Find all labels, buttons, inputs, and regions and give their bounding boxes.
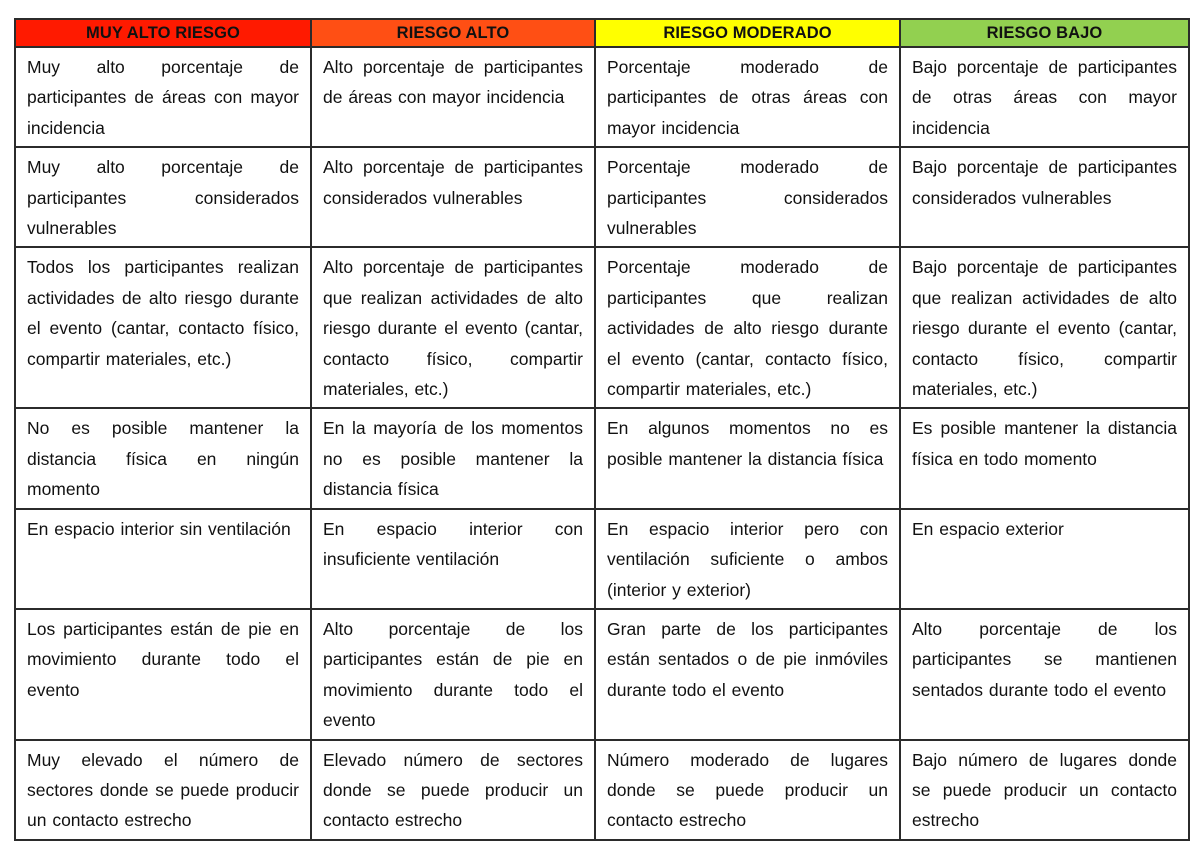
table-cell: Bajo porcentaje de participantes que realizan actividades de alto riesgo durante el evento (cantar, contacto físico, compartir materiales, etc.) — [900, 247, 1189, 408]
table-cell: Porcentaje moderado de participantes que realizan actividades de alto riesgo durante el evento (cantar, contacto físico, compartir materiales, etc.) — [595, 247, 900, 408]
header-row — [15, 19, 1189, 47]
table-cell: En espacio interior con insuficiente ventilación — [311, 509, 595, 609]
table-cell: Número moderado de lugares donde se puede producir un contacto estrecho — [595, 740, 900, 840]
table-cell: No es posible mantener la distancia física en ningún momento — [15, 408, 311, 508]
table-cell: Es posible mantener la distancia física en todo momento — [900, 408, 1189, 508]
table-cell: Muy elevado el número de sectores donde se puede producir un contacto estrecho — [15, 740, 311, 840]
table-cell: Alto porcentaje de participantes considerados vulnerables — [311, 147, 595, 247]
table-row — [15, 408, 1189, 508]
table-cell: En algunos momentos no es posible mantener la distancia física — [595, 408, 900, 508]
table-cell: Alto porcentaje de participantes de áreas con mayor incidencia — [311, 47, 595, 147]
table-cell: En la mayoría de los momentos no es posible mantener la distancia física — [311, 408, 595, 508]
header-high-risk: RIESGO ALTO — [311, 19, 595, 47]
table-cell: Los participantes están de pie en movimiento durante todo el evento — [15, 609, 311, 740]
table-cell: Muy alto porcentaje de participantes de áreas con mayor incidencia — [15, 47, 311, 147]
table-cell: Alto porcentaje de los participantes se mantienen sentados durante todo el evento — [900, 609, 1189, 740]
table-row — [15, 247, 1189, 408]
table-cell: Porcentaje moderado de participantes considerados vulnerables — [595, 147, 900, 247]
table-cell: En espacio exterior — [900, 509, 1189, 609]
table-cell: Alto porcentaje de los participantes están de pie en movimiento durante todo el evento — [311, 609, 595, 740]
table-cell: Alto porcentaje de participantes que realizan actividades de alto riesgo durante el evento (cantar, contacto físico, compartir materiales, etc.) — [311, 247, 595, 408]
table-cell: En espacio interior sin ventilación — [15, 509, 311, 609]
table-row — [15, 609, 1189, 740]
header-very-high-risk: MUY ALTO RIESGO — [15, 19, 311, 47]
table-cell: Porcentaje moderado de participantes de otras áreas con mayor incidencia — [595, 47, 900, 147]
table-cell: En espacio interior pero con ventilación suficiente o ambos (interior y exterior) — [595, 509, 900, 609]
table-cell: Gran parte de los participantes están sentados o de pie inmóviles durante todo el evento — [595, 609, 900, 740]
table-cell: Bajo porcentaje de participantes de otras áreas con mayor incidencia — [900, 47, 1189, 147]
table-cell: Elevado número de sectores donde se puede producir un contacto estrecho — [311, 740, 595, 840]
header-moderate-risk: RIESGO MODERADO — [595, 19, 900, 47]
risk-levels-table — [14, 18, 1190, 841]
table-row — [15, 740, 1189, 840]
table-cell: Bajo porcentaje de participantes considerados vulnerables — [900, 147, 1189, 247]
table-row — [15, 509, 1189, 609]
table-row — [15, 147, 1189, 247]
table-cell: Muy alto porcentaje de participantes considerados vulnerables — [15, 147, 311, 247]
header-low-risk: RIESGO BAJO — [900, 19, 1189, 47]
table-cell: Todos los participantes realizan actividades de alto riesgo durante el evento (cantar, contacto físico, compartir materiales, etc.) — [15, 247, 311, 408]
table-row — [15, 47, 1189, 147]
table-cell: Bajo número de lugares donde se puede producir un contacto estrecho — [900, 740, 1189, 840]
